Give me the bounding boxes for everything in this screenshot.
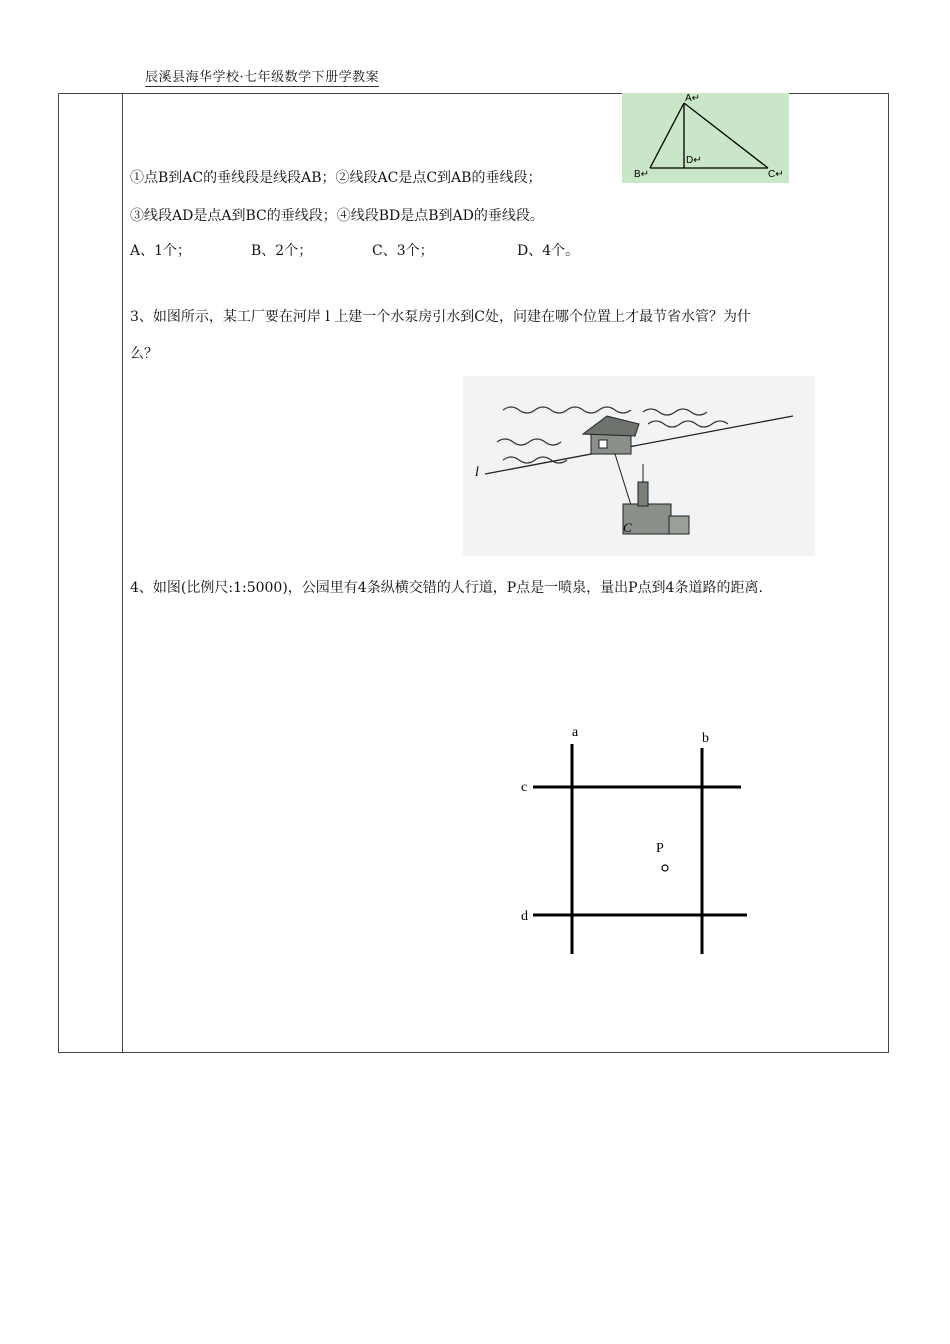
lesson-table [58,93,889,1053]
q2-line1: ①点B到AC的垂线段是线段AB；②线段AC是点C到AB的垂线段； [130,170,542,186]
road-label-b: b [702,731,709,746]
river-label-l: l [475,465,479,480]
page-header: 辰溪县海华学校·七年级数学下册学教案 [145,66,379,87]
road-label-a: a [572,725,579,740]
road-label-c: c [521,780,528,795]
q2-option-c: C、3个； [372,243,434,259]
river-figure [463,376,815,556]
label-b: B↵ [634,169,650,180]
triangle-figure [622,93,789,183]
factory-label-c: C [623,520,632,535]
column-divider [122,93,123,1053]
q3-line1: 3、如图所示，某工厂要在河岸 l 上建一个水泵房引水到C处，问建在哪个位置上才最节省水管？为什 [130,309,751,325]
fountain-label-p: P [656,841,664,856]
q2-option-b: B、2个； [251,243,313,259]
q4-text: 4、如图(比例尺:1:5000)，公园里有4条纵横交错的人行道，P点是一喷泉，量出P点到4条道路的距离. [130,580,763,596]
q2-option-a: A、1个； [130,243,192,259]
label-c: C↵ [768,169,784,180]
label-a: A↵ [685,93,701,104]
q2-line2: ③线段AD是点A到BC的垂线段；④线段BD是点B到AD的垂线段。 [130,208,544,224]
q2-option-d: D、4个。 [517,243,580,259]
road-label-d: d [521,909,528,924]
roads-figure [515,722,755,962]
label-d: D↵ [686,155,702,166]
q3-line2: 么？ [130,346,158,362]
